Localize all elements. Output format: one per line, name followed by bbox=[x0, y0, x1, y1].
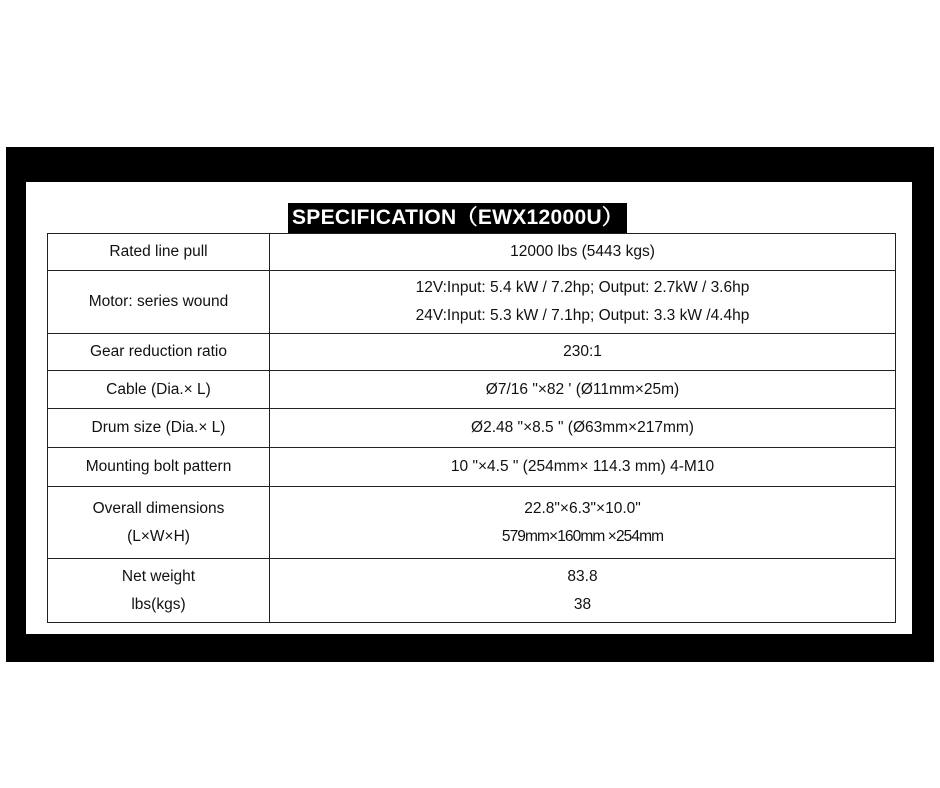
net-weight-label: Net weight bbox=[121, 567, 196, 585]
motor-12v-value: 12V:Input: 5.4 kW / 7.2hp; Output: 2.7kW / 3.6hp bbox=[415, 279, 750, 296]
spec-row-mounting bbox=[48, 448, 896, 487]
spec-value bbox=[270, 487, 896, 559]
dimensions-mm-value: 579mm×160mm ×254mm bbox=[501, 527, 664, 545]
spec-label bbox=[48, 559, 270, 623]
spec-value bbox=[270, 559, 896, 623]
dimensions-inches-value: 22.8"×6.3"×10.0" bbox=[524, 499, 641, 517]
spec-value: Ø2.48 "×8.5 " (Ø63mm×217mm) bbox=[270, 409, 896, 448]
net-weight-kgs-value: 38 bbox=[573, 595, 592, 613]
spec-title: SPECIFICATION（EWX12000U） bbox=[288, 203, 627, 233]
spec-table bbox=[47, 233, 896, 623]
spec-value: 230:1 bbox=[270, 334, 896, 371]
spec-label: Motor: series wound bbox=[48, 271, 270, 334]
spec-label: Mounting bolt pattern bbox=[48, 448, 270, 487]
spec-row-cable bbox=[48, 371, 896, 409]
spec-value: Ø7/16 "×82 ' (Ø11mm×25m) bbox=[270, 371, 896, 409]
spec-row-dimensions bbox=[48, 487, 896, 559]
spec-label bbox=[48, 487, 270, 559]
spec-label: Rated line pull bbox=[48, 234, 270, 271]
spec-label: Gear reduction ratio bbox=[48, 334, 270, 371]
spec-row-drum-size bbox=[48, 409, 896, 448]
net-weight-unit-label: lbs(kgs) bbox=[131, 595, 186, 613]
spec-label: Cable (Dia.× L) bbox=[48, 371, 270, 409]
motor-24v-value: 24V:Input: 5.3 kW / 7.1hp; Output: 3.3 kW /4.4hp bbox=[415, 307, 750, 324]
spec-value bbox=[270, 271, 896, 334]
net-weight-lbs-value: 83.8 bbox=[567, 567, 598, 585]
dimensions-unit-label: (L×W×H) bbox=[127, 527, 190, 545]
spec-row-net-weight bbox=[48, 559, 896, 623]
spec-value: 12000 lbs (5443 kgs) bbox=[270, 234, 896, 271]
spec-value: 10 "×4.5 " (254mm× 114.3 mm) 4-M10 bbox=[270, 448, 896, 487]
spec-row-motor bbox=[48, 271, 896, 334]
dimensions-label: Overall dimensions bbox=[92, 499, 225, 517]
spec-label: Drum size (Dia.× L) bbox=[48, 409, 270, 448]
spec-row-rated-line-pull bbox=[48, 234, 896, 271]
spec-row-gear-ratio bbox=[48, 334, 896, 371]
